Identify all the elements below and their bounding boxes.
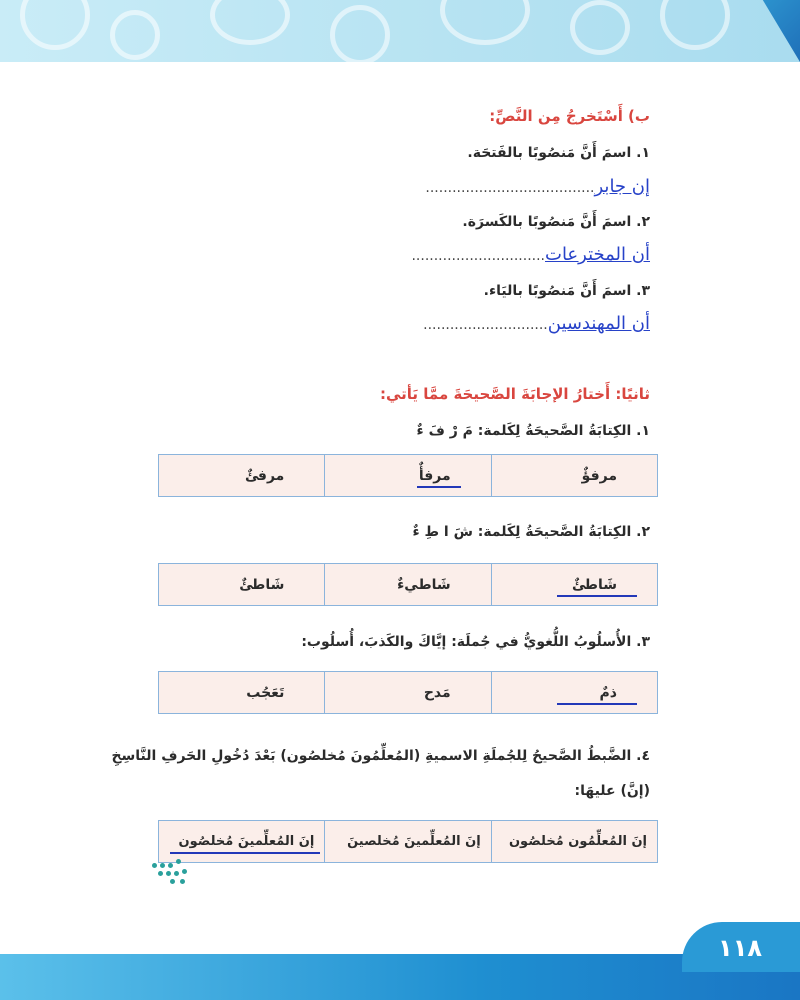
dots-logo-icon [152, 855, 194, 891]
answer-dots: .............................. [411, 248, 545, 264]
option-text: شَاطيءٌ [397, 576, 451, 593]
option-text: إنَ المُعلِّمُون مُخلصُون [508, 834, 647, 849]
option-cell[interactable] [159, 455, 324, 496]
mcq-4-text-line2: (إنَّ) عليهَا: [574, 783, 650, 799]
footer-band [0, 954, 800, 1000]
handwritten-answer: أن المخترعات [545, 244, 650, 265]
mcq-1-options [158, 454, 658, 497]
option-cell-selected[interactable] [491, 564, 657, 605]
mcq-4-text: ٤. الضَّبطُ الصَّحيحُ لِلجُملَةِ الاسميةِ (المُعلِّمُونَ مُخلصُون) بَعْدَ دُخُولِ الحَرفِ النَّاسِخِ [111, 748, 650, 764]
option-text: مَدح [423, 684, 451, 701]
handwritten-answer: أن المهندسين [547, 313, 650, 334]
answer-underline [170, 852, 320, 854]
mcq-3-text: ٣. الأُسلُوبُ اللُّغويُّ في جُملَة: إيَّاكَ والكَذبَ، أُسلُوب: [301, 634, 650, 650]
header-corner-accent [738, 0, 800, 62]
option-text: مرفؤٌ [581, 467, 617, 484]
header-banner [0, 0, 800, 62]
option-cell[interactable] [324, 672, 490, 713]
option-text: مرفئٌ [244, 467, 285, 484]
section-2-title: ثانيًا: أَختارُ الإجابَةَ الصَّحيحَةَ ممَّا يَأتي: [379, 385, 650, 403]
answer-underline [417, 486, 461, 488]
question-b3: ٣. اسمَ أَنَّ مَنصُوبًا باليَاء. [483, 283, 650, 299]
option-cell-selected[interactable] [324, 455, 490, 496]
option-cell-selected[interactable] [491, 672, 657, 713]
option-cell[interactable] [324, 821, 490, 862]
answer-line-b1 [425, 176, 650, 197]
answer-underline [557, 595, 637, 597]
answer-dots: ...................................... [425, 180, 595, 196]
mcq-2-text: ٢. الكِتابَةُ الصَّحيحَةُ لِكَلمة: شَ ا طِ ءٌ [412, 524, 650, 540]
option-text: إنَ المُعلِّمينَ مُخلصينَ [347, 834, 481, 849]
option-cell[interactable] [491, 821, 657, 862]
page-number: ١١٨ [718, 934, 762, 962]
option-text: تَعَجُب [246, 684, 285, 701]
option-cell[interactable] [159, 564, 324, 605]
option-text: شَاطئٌ [571, 576, 617, 593]
answer-dots: ............................ [423, 317, 548, 333]
mcq-4-options [158, 820, 658, 863]
section-b-title: ب) أَسْتَخرجُ مِن النَّصِّ: [489, 107, 650, 125]
answer-underline [557, 703, 637, 705]
question-b1: ١. اسمَ أَنَّ مَنصُوبًا بالفَتحَة. [467, 145, 650, 161]
option-cell[interactable] [491, 455, 657, 496]
option-text: ذمٌ [599, 684, 617, 701]
option-cell[interactable] [159, 672, 324, 713]
mcq-2-options [158, 563, 658, 606]
option-text: مرفأٌ [418, 467, 451, 484]
handwritten-answer: إن جابر [594, 176, 650, 197]
mcq-1-text: ١. الكِتابَةُ الصَّحيحَةُ لِكَلمة: مَ رْ فَ ءٌ [416, 423, 650, 439]
option-text: إنَ المُعلِّمينَ مُخلصُون [178, 834, 315, 849]
option-cell[interactable] [324, 564, 490, 605]
answer-line-b3 [423, 313, 650, 334]
option-text: شَاطئٌ [239, 576, 285, 593]
mcq-3-options [158, 671, 658, 714]
answer-line-b2 [411, 244, 650, 265]
question-b2: ٢. اسمَ أَنَّ مَنصُوبًا بالكَسرَة. [462, 214, 650, 230]
